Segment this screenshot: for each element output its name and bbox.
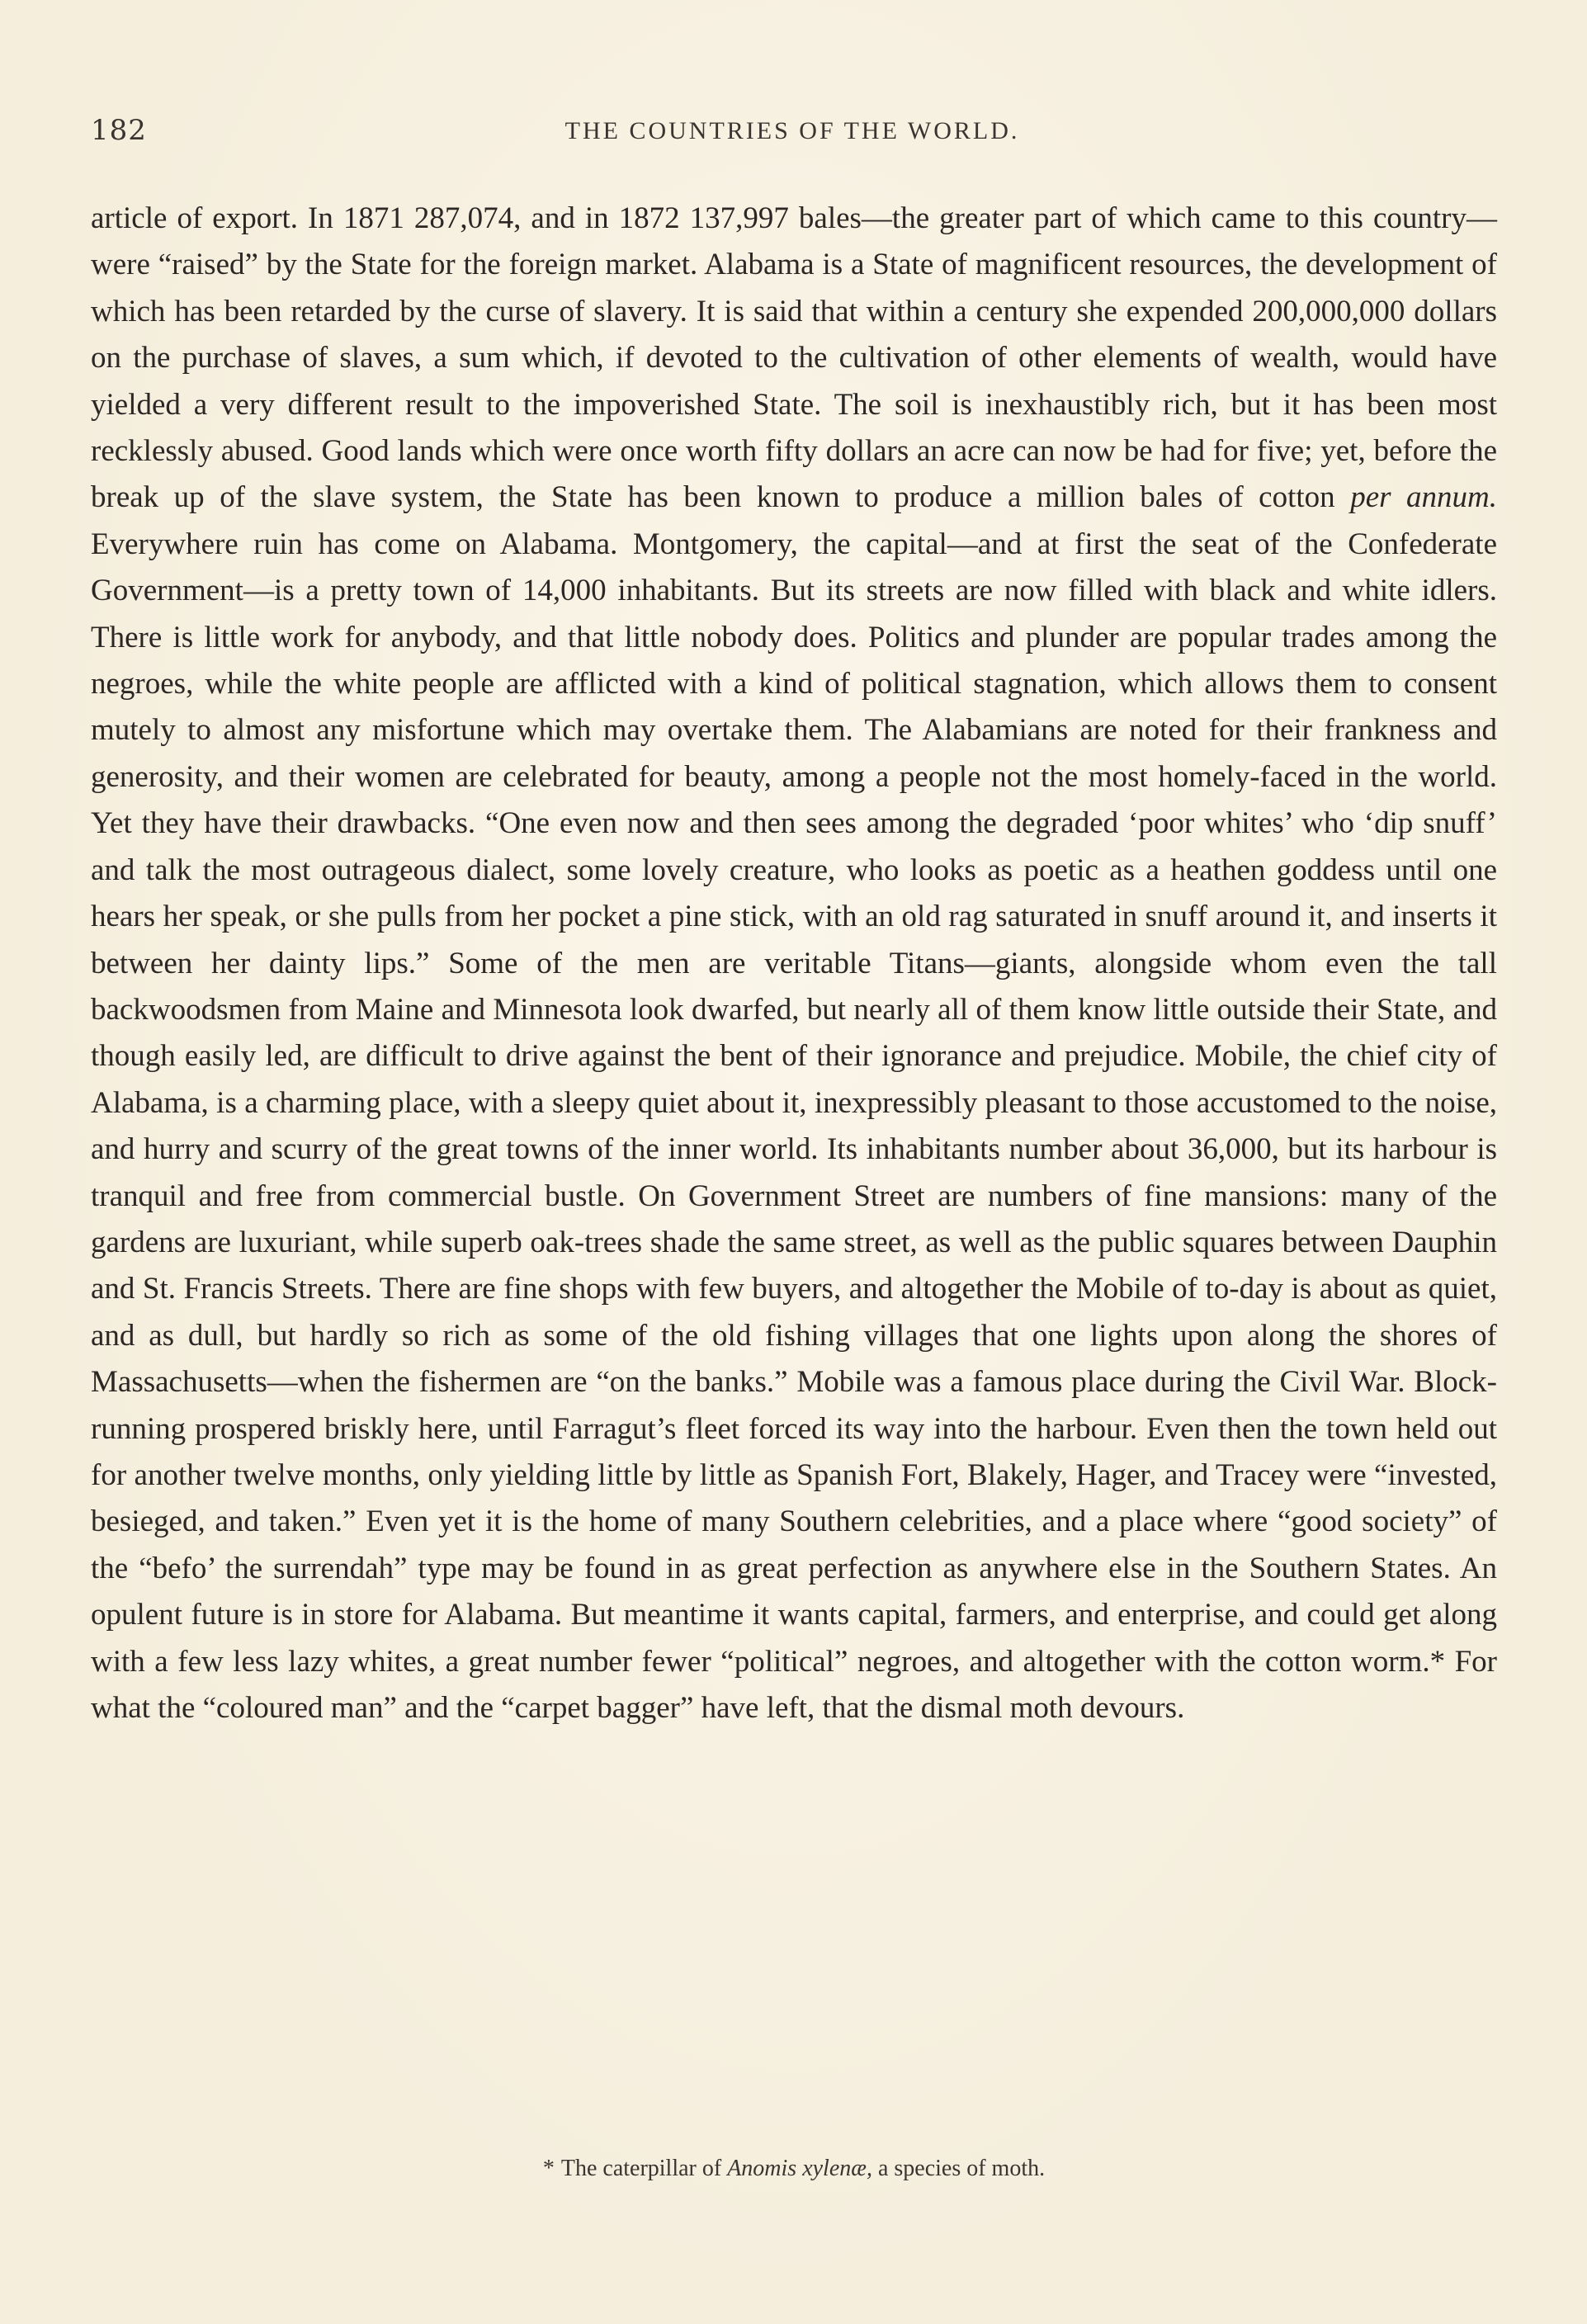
paragraph-text-part-2: Everywhere ruin has come on Alabama. Montgomery, the capital—and at first the seat of the Confederate Government—is a pretty town of 14,000 inhabitants. But its streets are now filled with black and white idlers. There is little work for anybody, and that little nobody does. Politics and plunder are popular trades among the negroes, while the white people are afflicted with a kind of political stagnation, which allows them to consent mutely to almost any misfortune which may overtake them. The Alabamians are noted for their frankness and generosity, and their women are celebrated for beauty, among a people not the most homely-faced in the world. Yet they have their drawbacks. “One even now and then sees among the degraded ‘poor whites’ who ‘dip snuff’ and talk the most outrageous dialect, some lovely creature, who looks as poetic as a heathen goddess until one hears her speak, or she pulls from her pocket a pine stick, with an old rag saturated in snuff around it, and inserts it between her dainty lips.” Some of the men are veritable Titans—giants, alongside whom even the tall backwoodsmen from Maine and Minnesota look dwarfed, but nearly all of them know little outside their State, and though easily led, are difficult to drive against the bent of their ignorance and prejudice. Mobile, the chief city of Alabama, is a charming place, with a sleepy quiet about it, inexpressibly pleasant to those accustomed to the noise, and hurry and scurry of the great towns of the inner world. Its inhabitants number about 36,000, but its harbour is tranquil and free from commercial bustle. On Government Street are numbers of fine mansions: many of the gardens are luxuriant, while superb oak-trees shade the same street, as well as the public squares between Dauphin and St. Francis Streets. There are fine shops with few buyers, and altogether the Mobile of to-day is about as quiet, and as dull, but hardly so rich as some of the old fishing villages that one lights upon along the shores of Massachusetts—when the fishermen are “on the banks.” Mobile was a famous place during the Civil War. Block-running prospered briskly here, until Farragut’s fleet forced its way into the harbour. Even then the town held out for another twelve months, only yielding little by little as Spanish Fort, Blakely, Hager, and Tracey were “invested, besieged, and taken.” Even yet it is the home of many Southern celebrities, and a place where “good society” of the “befo’ the surrendah” type may be found in as great perfection as anywhere else in the Southern States. An opulent future is in store for Alabama. But meantime it wants capital, farmers, and enterprise, and could get along with a few less lazy whites, a great number fewer “political” negroes, and altogether with the cotton worm.* For what the “coloured man” and the “carpet bagger” have left, that the dismal moth devours. [91, 527, 1497, 1725]
italic-phrase: per annum. [1350, 480, 1497, 515]
running-title: THE COUNTRIES OF THE WORLD. [564, 117, 1020, 144]
footnote-marker: * [542, 2156, 555, 2181]
footnote-text-part-2: a species of moth. [871, 2156, 1046, 2181]
page-header [91, 114, 1494, 163]
footnote-species-name: Anomis xylenæ, [727, 2156, 872, 2181]
main-paragraph [91, 196, 1497, 1731]
page-number: 182 [91, 114, 147, 147]
body-text [91, 196, 1497, 1731]
paragraph-text-part-1: article of export. In 1871 287,074, and in 1872 137,997 bales—the greater part of which came to this country—were “raised” by the State for the foreign market. Alabama is a State of magnificent resources, the development of which has been retarded by the curse of slavery. It is said that within a century she expended 200,000,000 dollars on the purchase of slaves, a sum which, if devoted to the cultivation of other elements of wealth, would have yielded a very different result to the impoverished State. The soil is inexhaustibly rich, but it has been most recklessly abused. Good lands which were once worth fifty dollars an acre can now be had for five; yet, before the break up of the slave system, the State has been known to produce a million bales of cotton [91, 201, 1497, 515]
footnote-text-part-1: The caterpillar of [560, 2156, 728, 2181]
footnote [91, 2156, 1497, 2182]
